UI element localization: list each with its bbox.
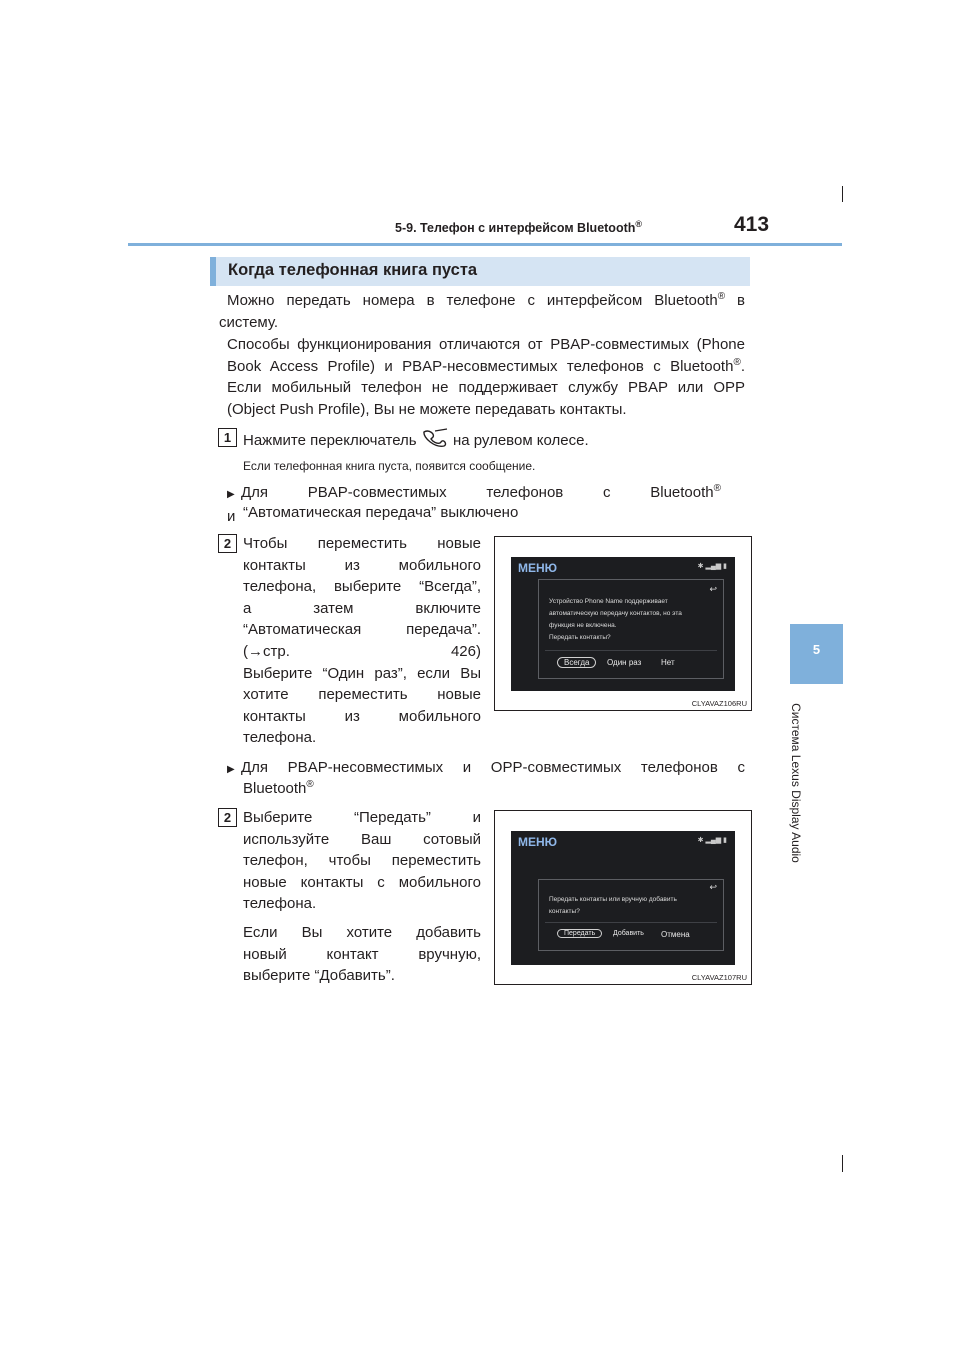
intro-paragraph [219, 290, 745, 333]
step2b-text-2 [243, 922, 481, 987]
step1-note: Если телефонная книга пуста, появится сообщение. [243, 459, 536, 473]
back-icon[interactable]: ↩ [709, 882, 717, 892]
dialog-box [538, 579, 724, 679]
text-line: контакты из мобильного [243, 707, 481, 725]
text-line: контакты из мобильного [243, 556, 481, 574]
display-screen [511, 557, 735, 691]
screenshot-transfer-manual [494, 810, 752, 985]
intro-p1-text: Можно передать номера в телефоне с интерфейсом Bluetooth [227, 292, 718, 309]
no-button[interactable]: Нет [661, 658, 675, 667]
registered-mark: ® [717, 291, 726, 302]
bullet2-bluetooth: Bluetooth [243, 780, 307, 797]
intro-p1-end: в систему. [219, 292, 745, 331]
text-line: Если Вы хотите добавить [243, 924, 481, 941]
header-rule [128, 243, 842, 246]
dialog-line-1: Передать контакты или вручную добавить [549, 896, 677, 903]
step-number-1: 1 [218, 428, 237, 447]
dialog-separator [545, 650, 717, 651]
intro-p2-text: Способы функционирования отличаются от PBAP-совместимых (Phone Book Access Profile) и PBAP-несовместимых телефонов с Bluetooth [227, 336, 745, 375]
text-line: а затем включите [243, 599, 481, 617]
text-line: Выберите “Один раз”, если Вы [243, 664, 481, 682]
status-icons: ✱ ▂▄▆ ▮ [697, 563, 727, 570]
step2a-text [243, 533, 481, 749]
text-line: “Автоматическая передача”. [243, 621, 481, 639]
text-line: хотите переместить новые [243, 686, 481, 704]
dialog-separator [545, 922, 717, 923]
running-header-text: 5-9. Телефон с интерфейсом Bluetooth [395, 221, 636, 236]
text-line: новые контакты с мобильного [243, 873, 481, 891]
chapter-side-label [771, 690, 821, 876]
text-line: телефон, чтобы переместить [243, 852, 481, 870]
step1-text [243, 428, 589, 451]
text-line: (→стр. 426) [243, 642, 481, 660]
text-line: новый контакт вручную, [243, 945, 481, 963]
page-number: 413 [734, 213, 770, 236]
bullet2-text: Для PBAP-несовместимых и OPP-совместимых телефонов с [241, 759, 745, 776]
dialog-line-1: Устройство Phone Name поддерживает [549, 598, 668, 605]
text-line: выберите “Добавить”. [243, 967, 395, 985]
triangle-bullet-icon: ▶ [227, 489, 235, 500]
text-line: телефона, выберите “Всегда”, [243, 578, 481, 596]
running-header [395, 219, 642, 235]
chapter-tab-number: 5 [790, 624, 843, 684]
bullet-opp [227, 757, 745, 781]
figure-code: CLYAVAZ106RU [691, 699, 747, 708]
step-number-2b: 2 [218, 808, 237, 827]
text-line: телефона. [243, 895, 317, 913]
registered-mark: ® [713, 483, 721, 494]
registered-mark: ® [733, 356, 741, 368]
section-title: Когда телефонная книга пуста [228, 261, 478, 279]
text-line: Выберите “Передать” и [243, 809, 481, 826]
cancel-button[interactable]: Отмена [661, 930, 690, 939]
bullet1-line2: “Автоматическая передача” выключено [243, 504, 519, 521]
step2b-text [243, 807, 481, 915]
crop-mark-top [842, 186, 843, 202]
dialog-line-3: функция не включена. [549, 622, 617, 629]
menu-title: МЕНЮ [518, 561, 558, 575]
display-screen [511, 831, 735, 965]
registered-mark: ® [635, 219, 643, 229]
menu-title: МЕНЮ [518, 835, 558, 849]
chapter-side-label-text: Система Lexus Display Audio [789, 703, 803, 863]
step-number-2: 2 [218, 534, 237, 553]
intro-paragraph-2 [227, 334, 745, 420]
dialog-line-4: Передать контакты? [549, 634, 611, 641]
add-button[interactable]: Добавить [613, 930, 644, 937]
triangle-bullet-icon: ▶ [227, 764, 235, 775]
text-line: телефона. [243, 729, 317, 747]
crop-mark-bottom [842, 1155, 843, 1172]
back-icon[interactable]: ↩ [709, 584, 717, 594]
always-button[interactable]: Всегда [557, 657, 596, 668]
text-line: Чтобы переместить новые [243, 535, 481, 552]
screenshot-transfer-auto [494, 536, 752, 711]
step1-text-b: на рулевом колесе. [452, 432, 589, 449]
figure-code: CLYAVAZ107RU [691, 973, 747, 982]
bullet1-and: и [227, 507, 236, 525]
dialog-box [538, 879, 724, 951]
phone-switch-icon [421, 428, 449, 446]
dialog-line-2: автоматическую передачу контактов, но эта [549, 610, 682, 617]
registered-mark: ® [306, 779, 314, 790]
dialog-line-2: контакты? [549, 908, 580, 915]
transfer-button[interactable]: Передать [557, 929, 602, 938]
text-line: используйте Ваш сотовый [243, 830, 481, 848]
section-title-box [210, 257, 750, 286]
status-icons: ✱ ▂▄▆ ▮ [697, 837, 727, 844]
bullet2-line2 [243, 779, 314, 797]
once-button[interactable]: Один раз [607, 658, 642, 667]
step1-text-a: Нажмите переключатель [243, 432, 417, 449]
intro-p2-end: . Если мобильный телефон не поддерживает службу PBAP или OPP (Object Push Profile), Вы не можете передавать контакты. [227, 357, 745, 418]
bullet1-text: Для PBAP-совместимых телефонов с Bluetooth [241, 484, 714, 501]
